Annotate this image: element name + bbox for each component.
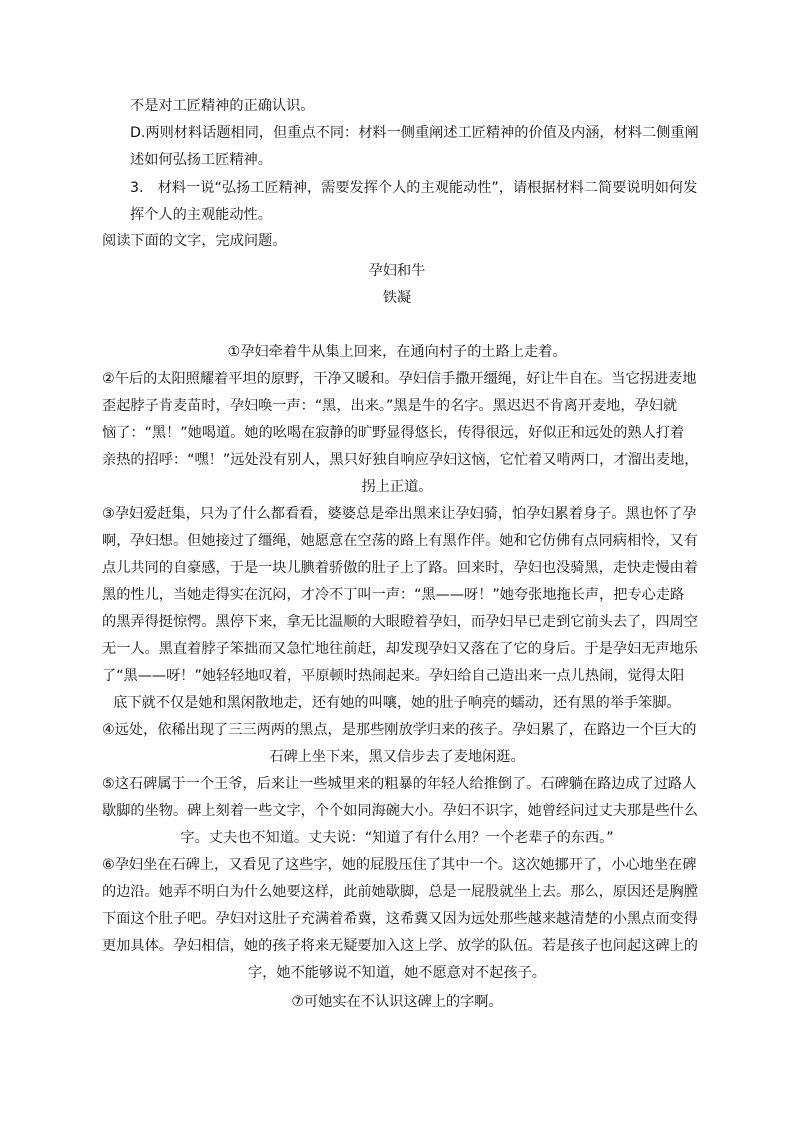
story-author: 铁凝 bbox=[382, 290, 412, 306]
text-line: 不是对工匠精神的正确认识。 bbox=[130, 98, 315, 114]
paragraph-line: ⑥孕妇坐在石碑上，又看见了这些字，她的屁股压住了其中一个。这次她挪开了，小心地坐在碑 bbox=[102, 857, 697, 873]
paragraph-line: 亲热的招呼：“嘿！”远处没有别人，黑只好独自响应孕妇这恼，它忙着又啃两口，才溜出麦地， bbox=[102, 452, 699, 468]
option-d-line: 述如何弘扬工匠精神。 bbox=[130, 152, 272, 168]
paragraph-line: 歪起脖子肯麦苗时，孕妇唤一声：“黑，出来。”黑是牛的名字。黑迟迟不肯离开麦地，孕妇就 bbox=[102, 398, 678, 414]
paragraph-line: 下面这个肚子吧。孕妇对这肚子充满着希冀，这希冀又因为远处那些越来越清楚的小黑点而变得 bbox=[102, 911, 698, 927]
paragraph-line: 歇脚的坐物。碑上刻着一些文字，个个如同海碗大小。孕妇不识字，她曾经问过丈夫那是些什么 bbox=[102, 803, 698, 819]
reading-instruction: 阅读下面的文字，完成问题。 bbox=[102, 233, 287, 249]
paragraph-line: 石碑上坐下来，黑又信步去了麦地闲逛。 bbox=[269, 749, 525, 765]
paragraph-line: 了“黑——呀！”她轻轻地叹着，平原顿时热闹起来。孕妇给自己造出来一点儿热闹，觉得太阳 bbox=[102, 668, 685, 684]
paragraph-line: 字，她不能够说不知道，她不愿意对不起孩子。 bbox=[248, 965, 546, 981]
paragraph-line: 的边沿。她弄不明白为什么她要这样，此前她歇脚，总是一屁股就坐上去。那么，原因还是胸膛 bbox=[102, 884, 698, 900]
paragraph-line: 更加具体。孕妇相信，她的孩子将来无疑要加入这上学、放学的队伍。若是孩子也问起这碑上的 bbox=[102, 938, 698, 954]
paragraph-line: 的黑弄得挺惊愕。黑停下来，拿无比温顺的大眼瞪着孕妇，而孕妇早已走到它前头去了，四周空 bbox=[102, 614, 698, 630]
question-3-line: 挥个人的主观能动性。 bbox=[130, 207, 272, 223]
paragraph-line: 恼了：“黑！”她喝道。她的吆喝在寂静的旷野显得悠长，传得很远，好似正和远处的熟人打着 bbox=[102, 425, 685, 441]
question-3-line: 3. 材料一说“弘扬工匠精神，需要发挥个人的主观能动性”，请根据材料二简要说明如何发 bbox=[130, 180, 698, 196]
option-d-line: D.两则材料话题相同，但重点不同：材料一侧重阐述工匠精神的价值及内涵，材料二侧重阐 bbox=[130, 125, 699, 141]
paragraph-line: ④远处，依稀出现了三三两两的黑点，是那些刚放学归来的孩子。孕妇累了，在路边一个巨大的 bbox=[102, 722, 697, 738]
paragraph-line: ①孕妇牵着牛从集上回来，在通向村子的土路上走着。 bbox=[227, 344, 567, 360]
paragraph-line: 无一人。黑直着脖子笨拙而又急忙地往前赶，却发现孕妇又落在了它的身后。于是孕妇无声地乐 bbox=[102, 641, 698, 657]
paragraph-line: 拐上正道。 bbox=[361, 479, 433, 495]
paragraph-line: 黑的性儿，当她走得实在沉闷，才冷不丁叫一声：“黑——呀！”她夸张地拖长声，把专心走路 bbox=[102, 587, 685, 603]
paragraph-line: ⑦可她实在不认识这碑上的字啊。 bbox=[291, 994, 503, 1010]
paragraph-line: 点儿共同的自豪感，于是一块儿腆着骄傲的肚子上了路。回来时，孕妇也没骑黑，走快走慢由着 bbox=[102, 560, 698, 576]
paragraph-line: ⑤这石碑属于一个王爷，后来让一些城里来的粗暴的年轻人给推倒了。石碑躺在路边成了过路人 bbox=[102, 776, 697, 792]
paragraph-line: ②午后的太阳照耀着平坦的原野，干净又暖和。孕妇信手撒开缰绳，好让牛自在。当它拐进麦地 bbox=[102, 371, 697, 387]
paragraph-line: 底下就不仅是她和黑闲散地走，还有她的叫嚷，她的肚子响亮的蠕动，还有黑的举手笨脚。 bbox=[113, 695, 681, 711]
story-title: 孕妇和牛 bbox=[368, 263, 426, 279]
paragraph-line: 啊，孕妇想。但她接过了缰绳，她愿意在空荡的路上有黑作伴。她和它仿佛有点同病相怜，又有 bbox=[102, 533, 698, 549]
paragraph-line: 字。丈夫也不知道。丈夫说：“知道了有什么用？一个老辈子的东西。” bbox=[180, 830, 614, 846]
paragraph-line: ③孕妇爱赶集，只为了什么都看看，婆婆总是牵出黑来让孕妇骑，怕孕妇累着身子。黑也怀了孕 bbox=[102, 506, 697, 522]
